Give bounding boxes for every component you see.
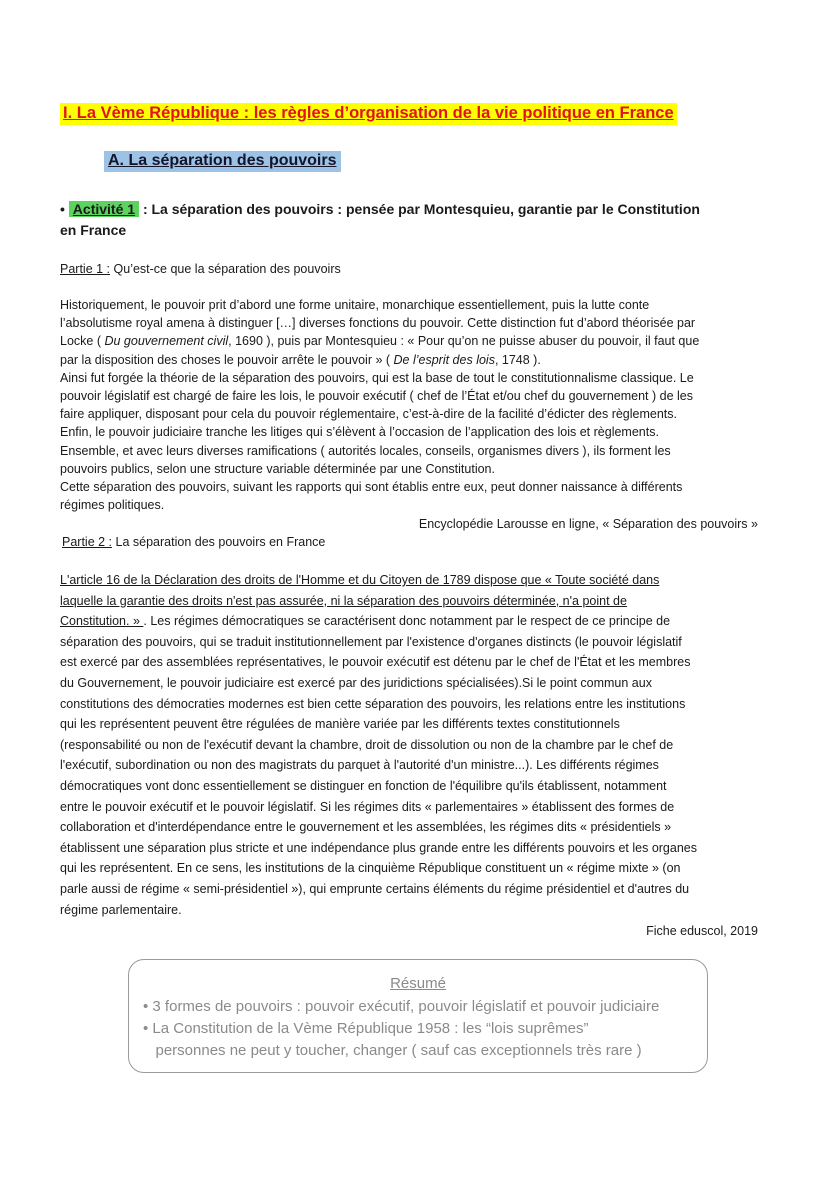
text-line: Cette séparation des pouvoirs, suivant les rapports qui sont établis entre eux, peut donner naissance à différents — [60, 479, 683, 494]
text-line: l’absolutisme royal amena à distinguer […] diverses fonctions du pouvoir. Cette distinction fut d’abord théorisée par — [60, 316, 696, 331]
text-line: pouvoirs publics, selon une structure variable déterminée par une Constitution. — [60, 461, 495, 476]
text-line: établissent une séparation plus stricte et une indépendance plus grande entre les différents pouvoirs et les organes — [60, 840, 697, 855]
summary-item: • 3 formes de pouvoirs : pouvoir exécutif, pouvoir législatif et pouvoir judiciaire — [143, 998, 660, 1015]
text-line: du Gouvernement, le pouvoir judiciaire est exercé par des juridictions spécialisées).Si le point commun aux — [60, 675, 652, 690]
summary-title: Résumé — [390, 975, 446, 992]
summary-item: • La Constitution de la Vème République 1958 : les “lois suprêmes” — [143, 1020, 589, 1037]
text-segment: , 1748 ). — [494, 352, 541, 367]
text-line: Ensemble, et avec leurs diverses ramifications ( autorités locales, conseils, organismes divers ), ils forment les — [60, 443, 671, 458]
text-line: qui les représentent peuvent être régulées de manière variée par les différents textes constitutionnels — [60, 717, 620, 732]
text-line: collaboration et d'interdépendance entre le gouvernement et les assemblées, les régimes dits « présidentiels » — [60, 820, 672, 835]
text-line: constitutions des démocraties modernes est bien cette séparation des pouvoirs, les relations entre les institutions — [60, 696, 686, 711]
part1-text — [60, 296, 762, 514]
text-line — [60, 611, 762, 632]
text-line: l'exécutif, subordination ou non des magistrats du parquet à l'autorité d'un ministre...). Les différents régimes — [60, 758, 659, 773]
part2-label: Partie 2 : — [62, 535, 113, 549]
part1-title: Qu’est-ce que la séparation des pouvoirs — [113, 262, 341, 276]
text-line: régime parlementaire. — [60, 902, 182, 917]
part2-source: Fiche eduscol, 2019 — [646, 924, 758, 938]
section-heading: I. La Vème République : les règles d’organisation de la vie politique en France — [60, 103, 677, 125]
part2-title: La séparation des pouvoirs en France — [115, 535, 326, 549]
text-line: régimes politiques. — [60, 498, 165, 513]
text-line: pouvoir législatif est chargé de faire les lois, le pouvoir exécutif ( chef de l’État et/ou chef du gouvernement ) de les — [60, 388, 693, 403]
text-segment: . Les régimes démocratiques se caractérisent donc notamment par le respect de ce principe de — [143, 614, 671, 629]
text-line: qui les représentent. En ce sens, les institutions de la cinquième République constituent un « régime mixte » (on — [60, 861, 681, 876]
text-line: Historiquement, le pouvoir prit d’abord une forme unitaire, monarchique essentiellement, puis la lutte conte — [60, 298, 650, 312]
text-line: séparation des pouvoirs, qui se traduit institutionnellement par l'existence d'organes distincts (le pouvoir législatif — [60, 634, 682, 649]
text-line — [60, 591, 762, 612]
text-segment: L'article 16 de la Déclaration des droits de l'Homme et du Citoyen de 1789 dispose que « Toute société dans — [60, 573, 660, 587]
text-line — [60, 332, 762, 350]
part1-label: Partie 1 : — [60, 262, 111, 276]
activity-badge: Activité 1 — [69, 201, 139, 217]
summary-item: personnes ne peut y toucher, changer ( sauf cas exceptionnels très rare ) — [143, 1042, 642, 1059]
text-line — [60, 570, 762, 591]
activity-title-line2: en France — [60, 222, 127, 238]
text-line: démocratiques vont donc essentiellement se distinguer en fonction de l'équilibre qu'ils établissent, notamment — [60, 778, 667, 793]
italic-title: De l’esprit des lois — [393, 352, 495, 367]
activity-title-line1: : La séparation des pouvoirs : pensée par Montesquieu, garantie par le Constitution — [142, 201, 700, 217]
text-line — [60, 351, 762, 369]
text-segment: laquelle la garantie des droits n'est pas assurée, ni la séparation des pouvoirs déterminée, n'a point de — [60, 593, 627, 608]
text-line: est exercé par des assemblées représentatives, le pouvoir exécutif est détenu par le chef de l'État et les membres — [60, 655, 691, 670]
text-segment: , 1690 ), puis par Montesquieu : « Pour qu’on ne puisse abuser du pouvoir, il faut que — [228, 334, 700, 349]
text-line: Ainsi fut forgée la théorie de la séparation des pouvoirs, qui est la base de tout le constitutionnalisme classique. Le — [60, 370, 694, 385]
text-segment: Locke ( — [60, 334, 105, 349]
summary-box — [128, 959, 708, 1073]
subsection-heading: A. La séparation des pouvoirs — [104, 151, 341, 172]
activity-bullet: • — [60, 201, 65, 217]
part2-text — [60, 570, 762, 920]
text-line: entre le pouvoir exécutif et le pouvoir législatif. Si les régimes dits « parlementaires » établissent des formes de — [60, 799, 675, 814]
italic-title: Du gouvernement civil — [104, 334, 229, 349]
part2-heading — [62, 535, 325, 549]
activity-title — [60, 199, 770, 241]
part1-heading — [60, 262, 341, 276]
text-line: parle aussi de régime « semi-présidentiel »), qui emprunte certains éléments du régime présidentiel et d'autres du — [60, 881, 690, 896]
text-segment: Constitution. » — [60, 614, 144, 629]
part1-source: Encyclopédie Larousse en ligne, « Séparation des pouvoirs » — [418, 517, 758, 531]
text-line: Enfin, le pouvoir judiciaire tranche les litiges qui s’élèvent à l’occasion de l’application des lois et règlements. — [60, 425, 659, 440]
text-line: faire appliquer, disposant pour cela du pouvoir réglementaire, c’est-à-dire de la facilité d’édicter des règlements. — [60, 407, 678, 422]
text-segment: par la disposition des choses le pouvoir arrête le pouvoir » ( — [60, 352, 394, 367]
text-line: (responsabilité ou non de l'exécutif devant la chambre, droit de dissolution ou non de la chambre par le chef de — [60, 737, 674, 752]
